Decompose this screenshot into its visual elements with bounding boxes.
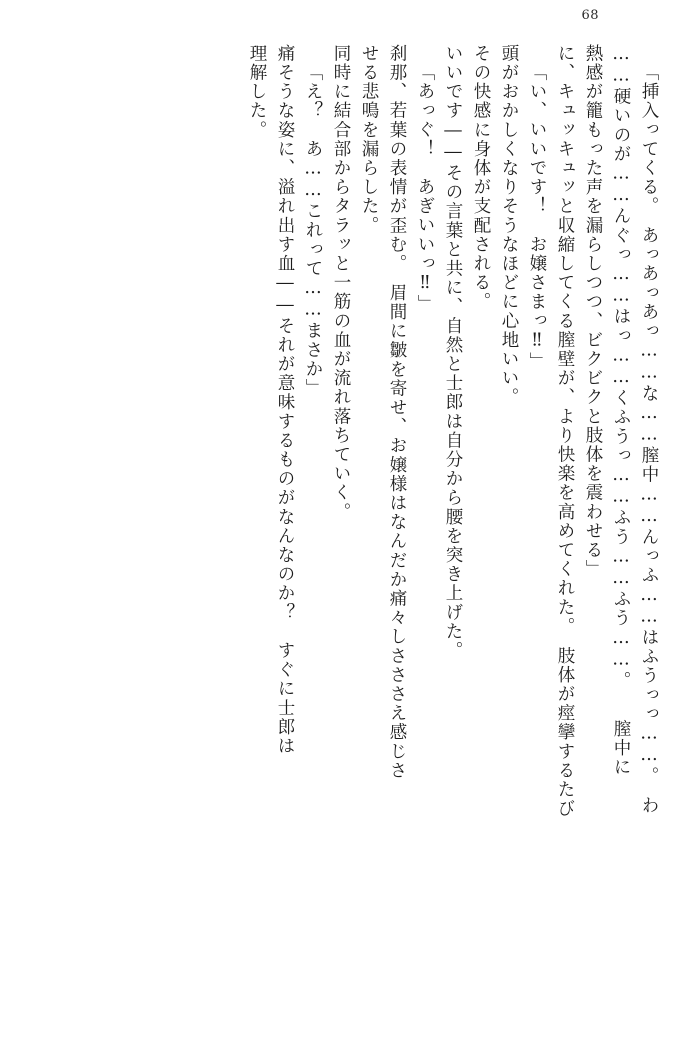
text-line: 「い、いいです！ お嬢さまっ‼」 — [527, 63, 547, 372]
text-line: いいです――その言葉と共に、自然と士郎は自分から腰を突き上げた。 — [443, 44, 463, 661]
text-line: 頭がおかしくなりそうなほどに心地いい。 — [499, 44, 519, 407]
text-line: 「挿入ってくる。 あっあっあっ……な……膣中……んっふ……はふうっっ……。 わ — [639, 63, 659, 816]
text-line: ……硬いのが……んぐっ……はっ……くふうっ……ふう……ふう……。 膣中に — [611, 44, 631, 777]
text-line: せる悲鳴を漏らした。 — [359, 44, 379, 235]
text-line: 同時に結合部からタラッと一筋の血が流れ落ちていく。 — [331, 44, 351, 522]
text-line: その快感に身体が支配される。 — [471, 44, 491, 312]
text-line: 「え？ あ……これって……まさか」 — [303, 63, 323, 398]
vertical-text-body — [36, 44, 657, 1004]
text-line: 刹那、若葉の表情が歪む。 眉間に皺を寄せ、お嬢様はなんだか痛々しさささえ感じさ — [387, 44, 407, 781]
text-line: 理解した。 — [247, 44, 267, 140]
text-line: 熱感が籠もった声を漏らしつつ、ビクビクと肢体を震わせる」 — [583, 44, 603, 579]
page-number: 68 — [581, 8, 599, 23]
text-line: 痛そうな姿に、溢れ出す血――それが意味するものがなんなのか？ すぐに士郎は — [275, 44, 295, 756]
text-line: 「あっぐ！ あぎいいっ‼」 — [415, 63, 435, 314]
text-line: に、キュッキュッと収縮してくる膣壁が、より快楽を高めてくれた。 肢体が痙攣するたび — [555, 44, 575, 819]
